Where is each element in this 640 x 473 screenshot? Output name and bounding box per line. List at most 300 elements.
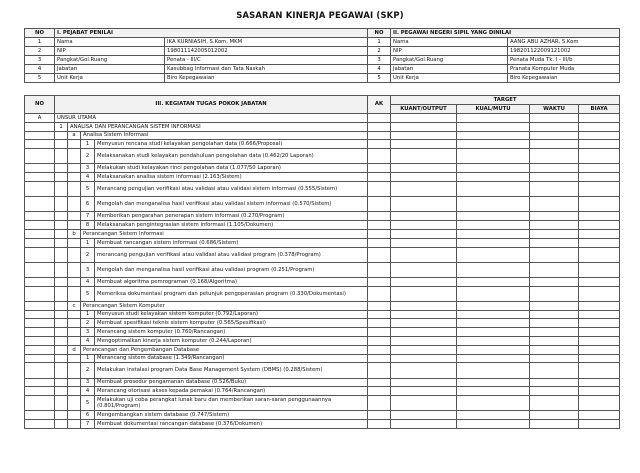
row-number: 3 (368, 56, 391, 65)
empty-cell (579, 221, 620, 230)
empty-cell (368, 354, 391, 363)
field-label: Jabatan (55, 65, 165, 74)
section-row (25, 131, 620, 140)
activity-number: 2 (81, 247, 95, 262)
empty-cell (68, 262, 81, 277)
empty-cell (55, 387, 68, 396)
empty-cell (25, 354, 55, 363)
empty-cell (457, 247, 530, 262)
empty-cell (25, 181, 55, 196)
empty-cell (579, 378, 620, 387)
empty-cell (368, 122, 391, 131)
document-title: SASARAN KINERJA PEGAWAI (SKP) (236, 10, 404, 20)
empty-cell (55, 277, 68, 286)
empty-cell (368, 131, 391, 140)
field-label: NIP (391, 47, 508, 56)
empty-cell (457, 378, 530, 387)
activity-number: 1 (81, 238, 95, 247)
activity-number: 5 (81, 181, 95, 196)
no-header-cell: NO (25, 29, 55, 38)
empty-cell (457, 286, 530, 301)
empty-cell (391, 345, 457, 354)
activity-description: Merancang sistem database (1.349/Rancangan) (95, 354, 368, 363)
empty-cell (579, 301, 620, 310)
activity-description: Melaksanakan studi kelayakan pendahuluan pengolahan data (0.462/20 Laporan) (95, 149, 368, 164)
field-value: AANG ABU AZHAR, S.Kom (508, 38, 620, 47)
empty-cell (391, 197, 457, 212)
empty-cell (391, 420, 457, 429)
field-value: Pranata Komputer Muda (508, 65, 620, 74)
field-label: Pangkat/Gol.Ruang (55, 56, 165, 65)
activity-row (25, 337, 620, 346)
empty-cell (579, 319, 620, 328)
officials-table (24, 28, 620, 83)
empty-cell (68, 396, 81, 411)
empty-cell (530, 420, 579, 429)
activity-description: Melakukan studi kelayakan rinci pengolahan data (1.077/50 Laporan) (95, 164, 368, 173)
officials-header-row (25, 29, 620, 38)
empty-cell (530, 149, 579, 164)
empty-cell (368, 149, 391, 164)
activity-row (25, 173, 620, 182)
empty-cell (579, 411, 620, 420)
empty-cell (25, 411, 55, 420)
empty-cell (457, 411, 530, 420)
activities-table (24, 95, 620, 429)
empty-cell (457, 345, 530, 354)
empty-cell (55, 262, 68, 277)
empty-cell (391, 262, 457, 277)
empty-cell (457, 328, 530, 337)
empty-cell (579, 363, 620, 378)
empty-cell (579, 173, 620, 182)
empty-cell (457, 131, 530, 140)
no-header-cell: NO (25, 96, 55, 114)
officials-row (25, 47, 620, 56)
empty-cell (530, 345, 579, 354)
empty-cell (579, 229, 620, 238)
activity-row (25, 181, 620, 196)
empty-cell (530, 212, 579, 221)
activity-description: Membuat algoritma pemrograman (0.168/Algoritma) (95, 277, 368, 286)
activity-description: Mengoptimalkan kinerja sistem komputer (0.244/Laporan) (95, 337, 368, 346)
empty-cell (391, 286, 457, 301)
empty-cell (457, 140, 530, 149)
empty-cell (55, 247, 68, 262)
empty-cell (368, 221, 391, 230)
activity-description: Memeriksa dokumentasi program dan petunjuk pengoperasian program (0.330/Dokumentasi) (95, 286, 368, 301)
empty-cell (25, 301, 55, 310)
section-code: a (68, 131, 81, 140)
field-label: Unit Kerja (55, 74, 165, 83)
empty-cell (457, 114, 530, 123)
empty-cell (391, 354, 457, 363)
empty-cell (25, 164, 55, 173)
empty-cell (391, 328, 457, 337)
empty-cell (391, 319, 457, 328)
empty-cell (457, 319, 530, 328)
empty-cell (391, 378, 457, 387)
empty-cell (391, 310, 457, 319)
empty-cell (25, 247, 55, 262)
activity-row (25, 238, 620, 247)
empty-cell (68, 387, 81, 396)
empty-cell (530, 114, 579, 123)
empty-cell (368, 387, 391, 396)
officials-row (25, 38, 620, 47)
empty-cell (530, 131, 579, 140)
empty-cell (457, 420, 530, 429)
empty-cell (368, 247, 391, 262)
empty-cell (368, 197, 391, 212)
empty-cell (55, 131, 68, 140)
section-code: b (68, 229, 81, 238)
activity-row (25, 286, 620, 301)
empty-cell (25, 212, 55, 221)
empty-cell (68, 247, 81, 262)
field-label: Jabatan (391, 65, 508, 74)
row-number: 5 (25, 74, 55, 83)
empty-cell (391, 173, 457, 182)
empty-cell (55, 149, 68, 164)
officials-row (25, 56, 620, 65)
row-number: 1 (368, 38, 391, 47)
empty-cell (55, 345, 68, 354)
empty-cell (68, 319, 81, 328)
empty-cell (530, 173, 579, 182)
empty-cell (579, 149, 620, 164)
activity-description: Merancang otorisasi akses kepada pemakai (0.764/Rancangan) (95, 387, 368, 396)
activity-number: 1 (81, 354, 95, 363)
activity-description: Membuat dokumentasi rancangan database (0.376/Dokumen) (95, 420, 368, 429)
empty-cell (457, 181, 530, 196)
unsur-row (25, 114, 620, 123)
empty-cell (530, 238, 579, 247)
section-label: Perancangan Sistem Informasi (81, 229, 368, 238)
empty-cell (68, 221, 81, 230)
kuant-header-cell: KUANT/OUTPUT (391, 105, 457, 114)
empty-cell (391, 337, 457, 346)
empty-cell (391, 114, 457, 123)
empty-cell (579, 140, 620, 149)
empty-cell (55, 319, 68, 328)
empty-cell (68, 354, 81, 363)
activity-description: Membuat prosedur pengamanan database (0.526/Buku) (95, 378, 368, 387)
field-value: Biro Kepegawaian (165, 74, 368, 83)
empty-cell (368, 277, 391, 286)
waktu-header-cell: WAKTU (530, 105, 579, 114)
officials-row (25, 74, 620, 83)
activity-number: 4 (81, 173, 95, 182)
empty-cell (25, 337, 55, 346)
unsur-code: A (25, 114, 55, 123)
activity-description: Membuat spesifikasi teknis sistem komputer (0.565/Spesifikasi) (95, 319, 368, 328)
activity-row (25, 164, 620, 173)
empty-cell (25, 238, 55, 247)
empty-cell (579, 337, 620, 346)
activity-description: Menyusun rencana studi kelayakan pengolahan data (0.666/Proposal) (95, 140, 368, 149)
activity-row (25, 149, 620, 164)
empty-cell (391, 164, 457, 173)
empty-cell (68, 310, 81, 319)
no-header-cell: NO (368, 29, 391, 38)
empty-cell (25, 140, 55, 149)
empty-cell (368, 229, 391, 238)
empty-cell (68, 337, 81, 346)
empty-cell (25, 345, 55, 354)
empty-cell (391, 396, 457, 411)
empty-cell (68, 238, 81, 247)
empty-cell (391, 277, 457, 286)
kual-header-cell: KUAL/MUTU (457, 105, 530, 114)
empty-cell (530, 286, 579, 301)
section-row (25, 301, 620, 310)
empty-cell (25, 262, 55, 277)
activity-row (25, 411, 620, 420)
activity-row (25, 396, 620, 411)
empty-cell (368, 140, 391, 149)
empty-cell (579, 396, 620, 411)
empty-cell (25, 328, 55, 337)
activity-description: Menyusun studi kelayakan sistem komputer (0.792/Laporan) (95, 310, 368, 319)
empty-cell (55, 363, 68, 378)
empty-cell (530, 164, 579, 173)
empty-cell (391, 131, 457, 140)
empty-cell (457, 197, 530, 212)
empty-cell (68, 286, 81, 301)
empty-cell (391, 238, 457, 247)
empty-cell (68, 277, 81, 286)
empty-cell (457, 354, 530, 363)
activity-number: 2 (81, 319, 95, 328)
section-row (25, 345, 620, 354)
field-label: Nama (55, 38, 165, 47)
empty-cell (368, 319, 391, 328)
empty-cell (579, 387, 620, 396)
empty-cell (68, 212, 81, 221)
field-label: Unit Kerja (391, 74, 508, 83)
empty-cell (579, 247, 620, 262)
empty-cell (55, 420, 68, 429)
activity-description: Melaksanakan analisa sistem informasi (2.163/Sistem) (95, 173, 368, 182)
empty-cell (55, 197, 68, 212)
empty-cell (457, 337, 530, 346)
empty-cell (68, 420, 81, 429)
empty-cell (530, 122, 579, 131)
activity-number: 1 (81, 310, 95, 319)
section-code: d (68, 345, 81, 354)
empty-cell (457, 229, 530, 238)
row-number: 3 (25, 56, 55, 65)
activity-number: 6 (81, 197, 95, 212)
empty-cell (25, 310, 55, 319)
empty-cell (579, 310, 620, 319)
empty-cell (55, 411, 68, 420)
empty-cell (68, 164, 81, 173)
activity-description: Merancang pengujian verifikasi atau validasi atau validasi sistem informasi (0.555/Sistem) (95, 181, 368, 196)
field-value: Biro Kepegawaian (508, 74, 620, 83)
row-number: 4 (25, 65, 55, 74)
empty-cell (530, 363, 579, 378)
empty-cell (25, 396, 55, 411)
empty-cell (55, 301, 68, 310)
activity-row (25, 247, 620, 262)
empty-cell (391, 411, 457, 420)
target-header-cell: TARGET (391, 96, 620, 105)
empty-cell (457, 238, 530, 247)
officials-row (25, 65, 620, 74)
activity-description: Merancang sistem komputer (0.760/Rancangan) (95, 328, 368, 337)
empty-cell (579, 181, 620, 196)
empty-cell (579, 212, 620, 221)
empty-cell (55, 229, 68, 238)
empty-cell (368, 310, 391, 319)
empty-cell (530, 301, 579, 310)
activity-row (25, 197, 620, 212)
activity-row (25, 262, 620, 277)
empty-cell (368, 396, 391, 411)
empty-cell (368, 411, 391, 420)
activity-row (25, 420, 620, 429)
activity-number: 5 (81, 286, 95, 301)
empty-cell (530, 337, 579, 346)
empty-cell (25, 363, 55, 378)
empty-cell (579, 328, 620, 337)
empty-cell (25, 277, 55, 286)
empty-cell (25, 420, 55, 429)
field-value: IKA KURNIASIH, S.Kom, MKM (165, 38, 368, 47)
empty-cell (55, 328, 68, 337)
activity-row (25, 310, 620, 319)
empty-cell (368, 164, 391, 173)
empty-cell (530, 328, 579, 337)
empty-cell (457, 301, 530, 310)
empty-cell (530, 396, 579, 411)
row-number: 2 (25, 47, 55, 56)
empty-cell (368, 212, 391, 221)
row-number: 2 (368, 47, 391, 56)
empty-cell (391, 363, 457, 378)
empty-cell (25, 149, 55, 164)
empty-cell (457, 363, 530, 378)
activity-row (25, 387, 620, 396)
empty-cell (391, 301, 457, 310)
field-value: Penata Muda Tk. I - III/b (508, 56, 620, 65)
empty-cell (368, 328, 391, 337)
empty-cell (68, 378, 81, 387)
empty-cell (579, 420, 620, 429)
section-code: c (68, 301, 81, 310)
empty-cell (457, 149, 530, 164)
empty-cell (530, 181, 579, 196)
section-label: Perancangan Sistem Komputer (81, 301, 368, 310)
empty-cell (368, 173, 391, 182)
empty-cell (368, 378, 391, 387)
empty-cell (368, 114, 391, 123)
ak-header-cell: AK (368, 96, 391, 114)
empty-cell (55, 354, 68, 363)
activity-row (25, 319, 620, 328)
empty-cell (391, 387, 457, 396)
empty-cell (368, 301, 391, 310)
activity-number: 7 (81, 212, 95, 221)
activity-row (25, 221, 620, 230)
empty-cell (457, 164, 530, 173)
empty-cell (55, 212, 68, 221)
activity-number: 7 (81, 420, 95, 429)
empty-cell (579, 262, 620, 277)
empty-cell (368, 337, 391, 346)
field-value: Kasubbag Informasi dan Tata Naskah (165, 65, 368, 74)
empty-cell (368, 345, 391, 354)
empty-cell (25, 319, 55, 328)
field-value: Penata - III/C (165, 56, 368, 65)
empty-cell (391, 140, 457, 149)
activity-number: 4 (81, 387, 95, 396)
activity-row (25, 363, 620, 378)
activity-description: Membuat rancangan sistem informasi (0.686/Sistem) (95, 238, 368, 247)
empty-cell (55, 396, 68, 411)
empty-cell (391, 229, 457, 238)
activity-number: 4 (81, 277, 95, 286)
empty-cell (391, 122, 457, 131)
activity-number: 2 (81, 363, 95, 378)
group-row (25, 122, 620, 131)
activity-row (25, 277, 620, 286)
activity-description: Mengembangkan sistem database (0.747/Sistem) (95, 411, 368, 420)
empty-cell (68, 411, 81, 420)
empty-cell (457, 262, 530, 277)
empty-cell (530, 378, 579, 387)
empty-cell (530, 387, 579, 396)
activity-number: 4 (81, 337, 95, 346)
pegawai-header-cell: II. PEGAWAI NEGERI SIPIL YANG DINILAI (391, 29, 620, 38)
activity-number: 8 (81, 221, 95, 230)
empty-cell (391, 247, 457, 262)
empty-cell (55, 310, 68, 319)
empty-cell (579, 345, 620, 354)
empty-cell (530, 140, 579, 149)
empty-cell (55, 140, 68, 149)
empty-cell (368, 286, 391, 301)
activity-row (25, 140, 620, 149)
empty-cell (25, 122, 55, 131)
activity-number: 3 (81, 378, 95, 387)
pejabat-header-cell: I. PEJABAT PENILAI (55, 29, 368, 38)
empty-cell (530, 277, 579, 286)
empty-cell (368, 363, 391, 378)
empty-cell (530, 221, 579, 230)
field-label: Nama (391, 38, 508, 47)
empty-cell (68, 140, 81, 149)
activities-header-row (25, 96, 620, 105)
empty-cell (55, 286, 68, 301)
empty-cell (368, 238, 391, 247)
empty-cell (579, 197, 620, 212)
empty-cell (368, 262, 391, 277)
empty-cell (579, 238, 620, 247)
empty-cell (530, 229, 579, 238)
unsur-label: UNSUR UTAMA (55, 114, 368, 123)
activity-description: Mengolah dan menganalisa hasil verifikasi atau validasi program (0.251/Program) (95, 262, 368, 277)
empty-cell (25, 131, 55, 140)
field-value: 198201122009121002 (508, 47, 620, 56)
activity-number: 1 (81, 140, 95, 149)
empty-cell (68, 197, 81, 212)
empty-cell (55, 378, 68, 387)
activity-description: Melakukan uji coba perangkat lunak baru dan memberikan saran-saran penggunaannya (0.801/Program) (95, 396, 368, 411)
activity-number: 3 (81, 164, 95, 173)
